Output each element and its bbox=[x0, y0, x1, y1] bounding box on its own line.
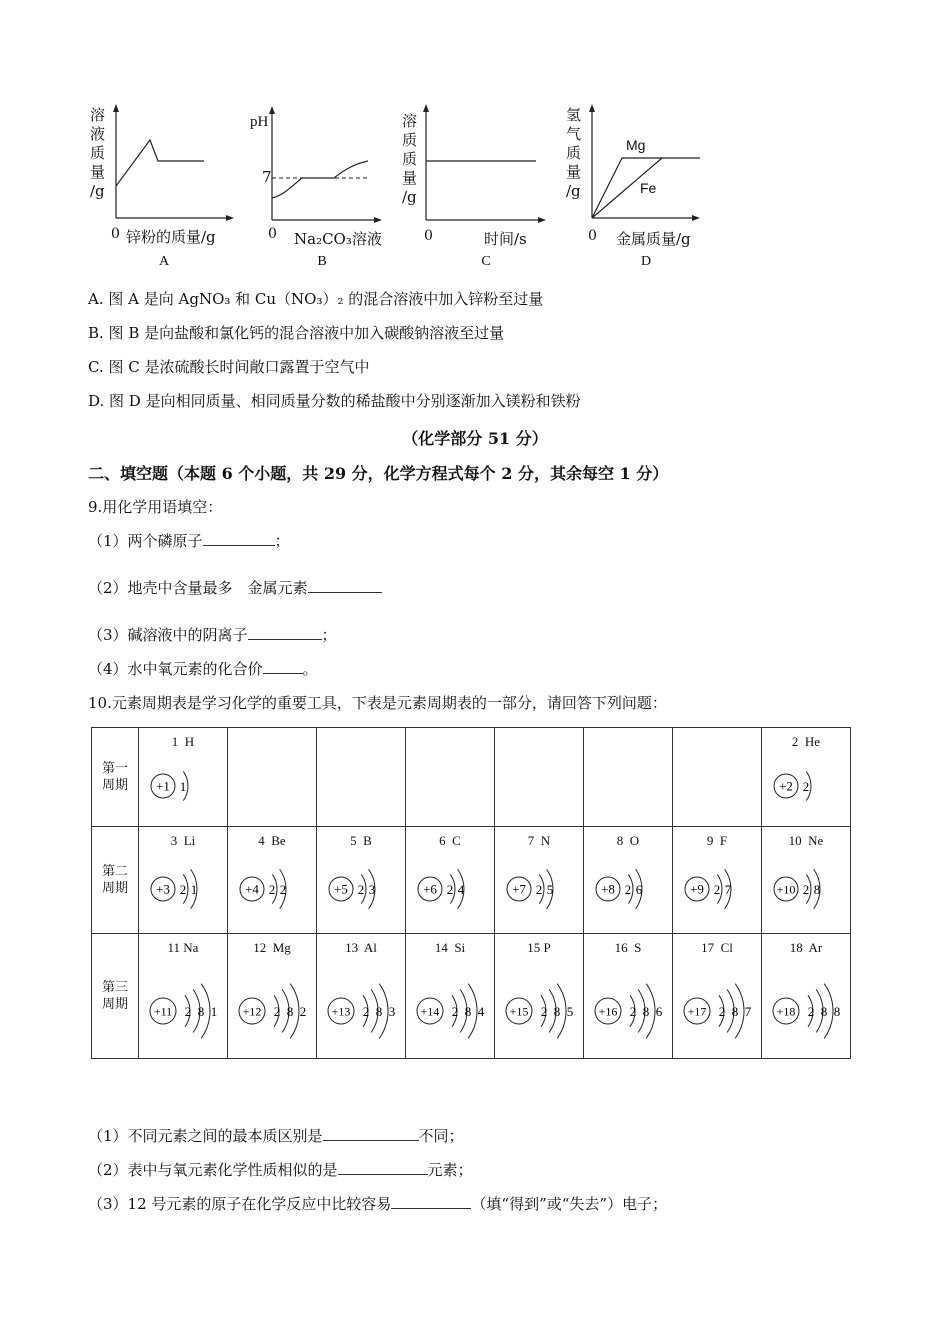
shell-electron-count: 8 bbox=[197, 1004, 205, 1019]
element-cell bbox=[228, 934, 317, 1059]
shell-electron-count: 3 bbox=[388, 1004, 396, 1019]
empty-cell bbox=[584, 728, 673, 827]
shell-electron-count: 2 bbox=[807, 1004, 815, 1019]
nucleus-charge: +9 bbox=[690, 881, 704, 897]
element-label: 13 Al bbox=[345, 940, 377, 955]
empty-cell bbox=[673, 728, 762, 827]
atom-structure-diagram bbox=[681, 958, 759, 1052]
shell-electron-count: 2 bbox=[279, 882, 287, 897]
element-cell bbox=[228, 827, 317, 934]
nucleus-charge: +2 bbox=[779, 778, 793, 794]
fig-a-xlabel: 锌粉的质量/g bbox=[126, 228, 216, 246]
q9-item-4: （4）水中氧元素的化合价 。 bbox=[88, 660, 318, 678]
answer-blank[interactable] bbox=[323, 1126, 419, 1141]
nucleus-charge: +8 bbox=[601, 881, 615, 897]
q9-item-3: （3）碱溶液中的阴离子 ； bbox=[88, 626, 337, 644]
element-label: 10 Ne bbox=[788, 833, 824, 848]
fig-d-caption: D bbox=[640, 254, 652, 269]
nucleus-charge: +10 bbox=[776, 882, 796, 897]
shell-electron-count: 2 bbox=[184, 1004, 192, 1019]
element-cell bbox=[406, 934, 495, 1059]
element-label: 7 N bbox=[527, 833, 551, 848]
element-cell bbox=[673, 827, 762, 934]
nucleus-charge: +16 bbox=[598, 1004, 618, 1019]
fig-b-xlabel: Na₂CO₃溶液 bbox=[294, 230, 382, 248]
shell-electron-count: 3 bbox=[368, 882, 376, 897]
answer-blank[interactable] bbox=[203, 531, 275, 546]
nucleus-charge: +12 bbox=[242, 1004, 262, 1019]
curve-b bbox=[272, 161, 368, 198]
atom-structure-diagram bbox=[236, 958, 314, 1052]
atom-structure-diagram bbox=[147, 851, 225, 927]
fig-d-mg-label: Mg bbox=[626, 137, 646, 153]
shell-electron-count: 2 bbox=[451, 1004, 459, 1019]
nucleus-charge: +6 bbox=[423, 881, 437, 897]
nucleus-charge: +17 bbox=[687, 1004, 707, 1019]
element-cell bbox=[317, 827, 406, 934]
element-cell bbox=[139, 934, 228, 1059]
period-row bbox=[92, 728, 851, 827]
shell-electron-count: 2 bbox=[362, 1004, 370, 1019]
fig-d-ylabel: 氢 气 质 量 /g bbox=[566, 106, 582, 200]
curve-a bbox=[116, 140, 204, 186]
shell-electron-count: 1 bbox=[210, 1004, 218, 1019]
empty-cell bbox=[228, 728, 317, 827]
element-cell bbox=[139, 728, 228, 827]
section-title: 二、填空题（本题 6 个小题，共 29 分，化学方程式每个 2 分，其余每空 1 分） bbox=[88, 464, 669, 483]
shell-electron-count: 7 bbox=[744, 1004, 752, 1019]
shell-electron-count: 2 bbox=[357, 882, 365, 897]
atom-structure-diagram bbox=[325, 958, 403, 1052]
nucleus-charge: +15 bbox=[509, 1004, 529, 1019]
element-label: 6 C bbox=[439, 833, 461, 848]
nucleus-charge: +14 bbox=[420, 1004, 440, 1019]
periodic-table bbox=[91, 727, 851, 1059]
fig-b-ylabel: pH bbox=[250, 114, 269, 130]
element-cell bbox=[406, 827, 495, 934]
shell-electron-count: 6 bbox=[655, 1004, 663, 1019]
element-cell bbox=[762, 934, 851, 1059]
atom-structure-diagram bbox=[770, 752, 848, 820]
fig-d-xlabel: 金属质量/g bbox=[616, 230, 691, 248]
element-label: 5 B bbox=[350, 833, 372, 848]
shell-electron-count: 2 bbox=[802, 882, 810, 897]
shell-electron-count: 8 bbox=[464, 1004, 472, 1019]
atom-structure-diagram bbox=[414, 851, 492, 927]
option-d: D. 图 D 是向相同质量、相同质量分数的稀盐酸中分别逐渐加入镁粉和铁粉 bbox=[88, 392, 581, 410]
q9-stem: 9.用化学用语填空： bbox=[88, 498, 223, 516]
answer-blank[interactable] bbox=[308, 578, 382, 593]
shell-electron-count: 2 bbox=[629, 1004, 637, 1019]
shell-electron-count: 1 bbox=[179, 779, 187, 794]
shell-electron-count: 2 bbox=[299, 1004, 307, 1019]
empty-cell bbox=[317, 728, 406, 827]
element-cell bbox=[495, 827, 584, 934]
shell-electron-count: 8 bbox=[642, 1004, 650, 1019]
shell-electron-count: 1 bbox=[190, 882, 198, 897]
shell-electron-count: 2 bbox=[802, 779, 810, 794]
shell-electron-count: 8 bbox=[375, 1004, 383, 1019]
element-label: 17 Cl bbox=[701, 940, 733, 955]
shell-electron-count: 2 bbox=[624, 882, 632, 897]
fig-c-ylabel: 溶 质 质 量 /g bbox=[402, 112, 418, 206]
fig-b-origin: 0 bbox=[268, 226, 277, 242]
nucleus-charge: +13 bbox=[331, 1004, 351, 1019]
nucleus-charge: +5 bbox=[334, 881, 348, 897]
element-label: 15 P bbox=[527, 940, 551, 955]
element-cell bbox=[762, 728, 851, 827]
element-label: 3 Li bbox=[170, 833, 196, 848]
shell-electron-count: 8 bbox=[820, 1004, 828, 1019]
element-label: 11 Na bbox=[167, 940, 199, 955]
element-label: 4 Be bbox=[258, 833, 286, 848]
element-cell bbox=[762, 827, 851, 934]
answer-blank[interactable] bbox=[338, 1160, 428, 1175]
element-label: 12 Mg bbox=[253, 940, 291, 955]
period-row bbox=[92, 934, 851, 1059]
q10-item-3: （3）12 号元素的原子在化学反应中比较容易 （填“得到”或“失去”）电子； bbox=[88, 1195, 668, 1213]
figure-c bbox=[400, 100, 550, 250]
fig-b-caption: B bbox=[317, 254, 327, 269]
shell-electron-count: 2 bbox=[179, 882, 187, 897]
q10-item-2: （2）表中与氧元素化学性质相似的是 元素； bbox=[88, 1161, 473, 1179]
fig-d-origin: 0 bbox=[588, 228, 597, 244]
shell-electron-count: 2 bbox=[535, 882, 543, 897]
fig-c-xlabel: 时间/s bbox=[484, 230, 527, 248]
option-b: B. 图 B 是向盐酸和氯化钙的混合溶液中加入碳酸钠溶液至过量 bbox=[88, 324, 505, 342]
period-row bbox=[92, 827, 851, 934]
fig-c-caption: C bbox=[481, 254, 491, 269]
element-cell bbox=[495, 934, 584, 1059]
element-label: 9 F bbox=[706, 833, 728, 848]
fig-d-fe-label: Fe bbox=[640, 180, 657, 196]
shell-electron-count: 5 bbox=[546, 882, 554, 897]
element-label: 8 O bbox=[616, 833, 640, 848]
shell-electron-count: 8 bbox=[813, 882, 821, 897]
answer-blank[interactable] bbox=[263, 659, 303, 674]
q10-stem: 10.元素周期表是学习化学的重要工具，下表是元素周期表的一部分，请回答下列问题： bbox=[88, 694, 667, 712]
shell-electron-count: 4 bbox=[457, 882, 465, 897]
period-label: 第二 周期 bbox=[92, 827, 139, 934]
atom-structure-diagram bbox=[503, 958, 581, 1052]
option-a: A. 图 A 是向 AgNO₃ 和 Cu（NO₃）₂ 的混合溶液中加入锌粉至过量 bbox=[88, 290, 544, 308]
shell-electron-count: 2 bbox=[540, 1004, 548, 1019]
element-label: 16 S bbox=[614, 940, 642, 955]
fig-a-origin: 0 bbox=[111, 226, 120, 242]
empty-cell bbox=[406, 728, 495, 827]
q10-item-1: （1）不同元素之间的最本质区别是 不同； bbox=[88, 1127, 464, 1145]
shell-electron-count: 8 bbox=[833, 1004, 841, 1019]
element-label: 1 H bbox=[171, 734, 195, 749]
atom-structure-diagram bbox=[147, 752, 225, 820]
nucleus-charge: +11 bbox=[153, 1004, 173, 1019]
atom-structure-diagram bbox=[770, 851, 848, 927]
element-label: 2 He bbox=[791, 734, 821, 749]
q9-item-2: （2）地壳中含量最多 金属元素 bbox=[88, 578, 382, 598]
shell-electron-count: 6 bbox=[635, 882, 643, 897]
shell-electron-count: 2 bbox=[718, 1004, 726, 1019]
atom-structure-diagram bbox=[770, 958, 848, 1052]
atom-structure-diagram bbox=[236, 851, 314, 927]
atom-structure-diagram bbox=[592, 851, 670, 927]
shell-electron-count: 2 bbox=[446, 882, 454, 897]
atom-structure-diagram bbox=[325, 851, 403, 927]
shell-electron-count: 8 bbox=[553, 1004, 561, 1019]
shell-electron-count: 8 bbox=[286, 1004, 294, 1019]
shell-electron-count: 2 bbox=[273, 1004, 281, 1019]
answer-blank[interactable] bbox=[248, 625, 322, 640]
element-label: 14 Si bbox=[434, 940, 466, 955]
period-label: 第一 周期 bbox=[92, 728, 139, 827]
element-cell bbox=[139, 827, 228, 934]
element-cell bbox=[584, 934, 673, 1059]
nucleus-charge: +4 bbox=[245, 881, 259, 897]
element-label: 18 Ar bbox=[789, 940, 823, 955]
fig-c-origin: 0 bbox=[424, 228, 433, 244]
period-label: 第三 周期 bbox=[92, 934, 139, 1059]
nucleus-charge: +3 bbox=[156, 881, 170, 897]
fig-a-caption: A bbox=[158, 254, 170, 269]
answer-blank[interactable] bbox=[391, 1194, 471, 1209]
nucleus-charge: +7 bbox=[512, 881, 526, 897]
atom-structure-diagram bbox=[414, 958, 492, 1052]
option-c: C. 图 C 是浓硫酸长时间敞口露置于空气中 bbox=[88, 358, 370, 376]
element-cell bbox=[673, 934, 762, 1059]
nucleus-charge: +18 bbox=[776, 1004, 796, 1019]
part-title: （化学部分 51 分） bbox=[402, 429, 548, 448]
shell-electron-count: 2 bbox=[268, 882, 276, 897]
fig-b-ref: 7 bbox=[262, 168, 272, 186]
fig-a-ylabel: 溶 液 质 量 /g bbox=[90, 106, 106, 200]
element-cell bbox=[317, 934, 406, 1059]
shell-electron-count: 2 bbox=[713, 882, 721, 897]
q9-item-1: （1）两个磷原子 ； bbox=[88, 532, 290, 550]
nucleus-charge: +1 bbox=[156, 778, 170, 794]
empty-cell bbox=[495, 728, 584, 827]
atom-structure-diagram bbox=[503, 851, 581, 927]
shell-electron-count: 8 bbox=[731, 1004, 739, 1019]
atom-structure-diagram bbox=[147, 958, 225, 1052]
atom-structure-diagram bbox=[592, 958, 670, 1052]
shell-electron-count: 7 bbox=[724, 882, 732, 897]
shell-electron-count: 4 bbox=[477, 1004, 485, 1019]
element-cell bbox=[584, 827, 673, 934]
atom-structure-diagram bbox=[681, 851, 759, 927]
shell-electron-count: 5 bbox=[566, 1004, 574, 1019]
